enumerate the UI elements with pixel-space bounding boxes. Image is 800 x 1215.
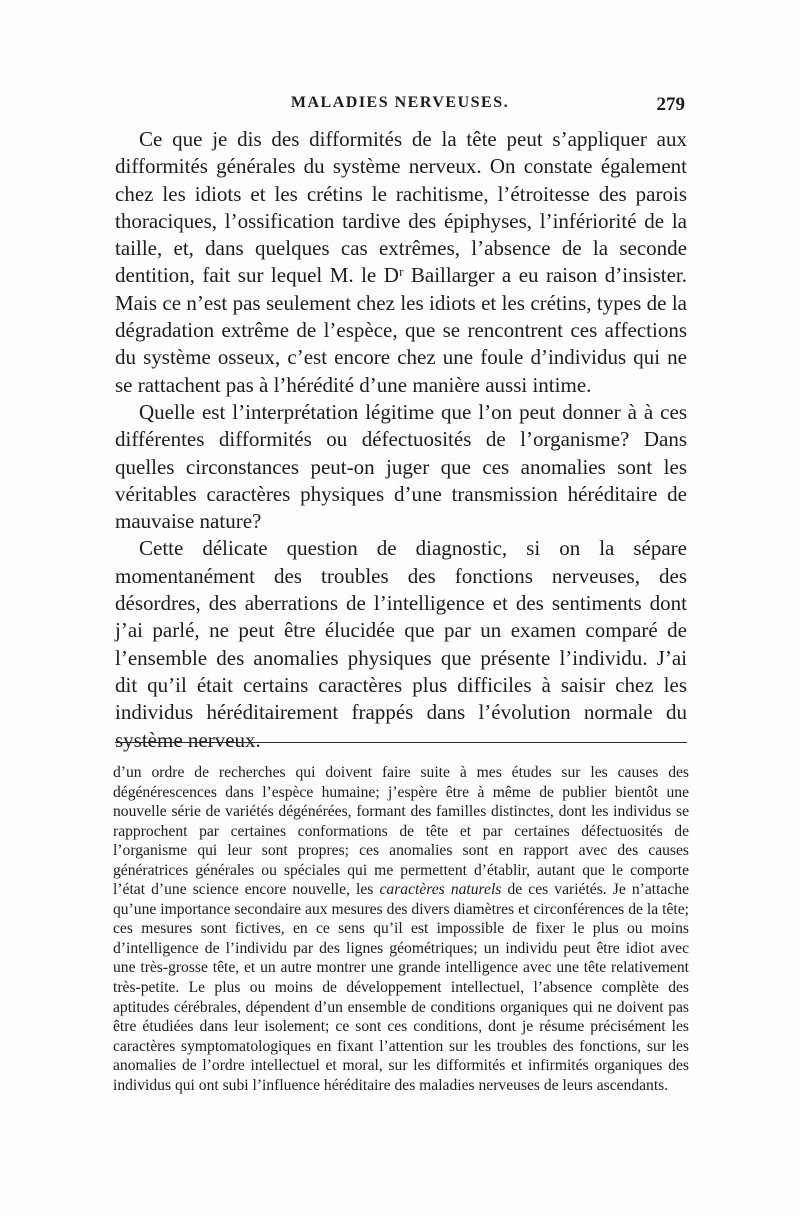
- running-title: MALADIES NERVEUSES.: [290, 94, 510, 111]
- footnote: [113, 763, 689, 1095]
- footnote-italic-term: caractères naturels: [379, 881, 502, 899]
- paragraph: Cette délicate question de diagnostic, si on la sépare momentanément des troubles des fonctions nerveuses, des désordres, des aberrations de l’intelligence et des sentiments dont j’ai parlé, ne peut être élucidée que par un examen comparé de l’ensemble des anomalies physiques que présente l’individu. J’ai dit qu’il était certains caractères plus difficiles à saisir chez les individus héréditairement frappés dans l’évolution normale du système nerveux.: [115, 536, 687, 752]
- paragraph: Ce que je dis des difformités de la tête peut s’appliquer aux difformités générales du système nerveux. On constate également chez les idiots et les crétins le rachitisme, l’étroitesse des parois thoraciques, l’ossification tardive des épiphyses, l’infériorité de la taille, et, dans quelques cas extrêmes, l’absence de la seconde dentition, fait sur lequel M. le Dʳ Baillarger a eu raison d’insister. Mais ce n’est pas seulement chez les idiots et les crétins, types de la dégradation extrême de l’espèce, que se rencontrent ces affections du système osseux, c’est encore chez une foule d’individus qui ne se rattachent pas à l’hérédité d’une manière aussi intime.: [115, 127, 687, 397]
- paragraph: Quelle est l’interprétation légitime que l’on peut donner à à ces différentes difformités ou défectuosités de l’organisme? Dans quelles circonstances peut-on juger que ces anomalies sont les véritables caractères physiques d’une transmission héréditaire de mauvaise nature?: [115, 399, 687, 534]
- page-number: 279: [656, 94, 685, 115]
- running-head: [115, 94, 685, 118]
- footnote-text-end: de ces variétés. Je n’attache qu’une importance secondaire aux mesures des divers diamètres et circonférences de la tête; ces mesures sont fictives, en ce sens qu’il est impossible de fixer le plus ou moins d’intelligence de l’individu par des lignes géométriques; un individu peut être idiot avec une très-grosse tête, et un autre montrer une grande intelligence avec une tête relativement très-petite. Le plus ou moins de développement intellectuel, l’absence complète des aptitudes cérébrales, dépendent d’un ensemble de conditions organiques qui ne doivent pas être étudiées dans leur isolement; ce sont ces conditions, dont je résume précisément les caractères symptomatologiques en fixant l’attention sur les troubles des fonctions, sur les anomalies de l’ordre intellectuel et moral, sur les difformités et infirmités organiques des individus qui ont subi l’influence héréditaire des maladies nerveuses de leurs ascendants.: [113, 881, 689, 1094]
- footnote-paragraph: [113, 763, 689, 1095]
- footnote-separator: [115, 742, 687, 743]
- footnote-text-start: d’un ordre de recherches qui doivent faire suite à mes études sur les causes des dégénérescences dans l’espèce humaine; j’espère être à même de publier bientôt une nouvelle série de variétés dégénérées, formant des familles distinctes, dont les individus se rapprochent par certaines conformations de tête et par certaines défectuosités de l’organisme qui leur sont propres; ces anomalies sont en rapport avec des causes génératrices générales ou spéciales qui me permettent d’établir, autant que le comporte l’état d’une science encore nouvelle, les: [113, 764, 689, 899]
- main-text: [115, 126, 687, 754]
